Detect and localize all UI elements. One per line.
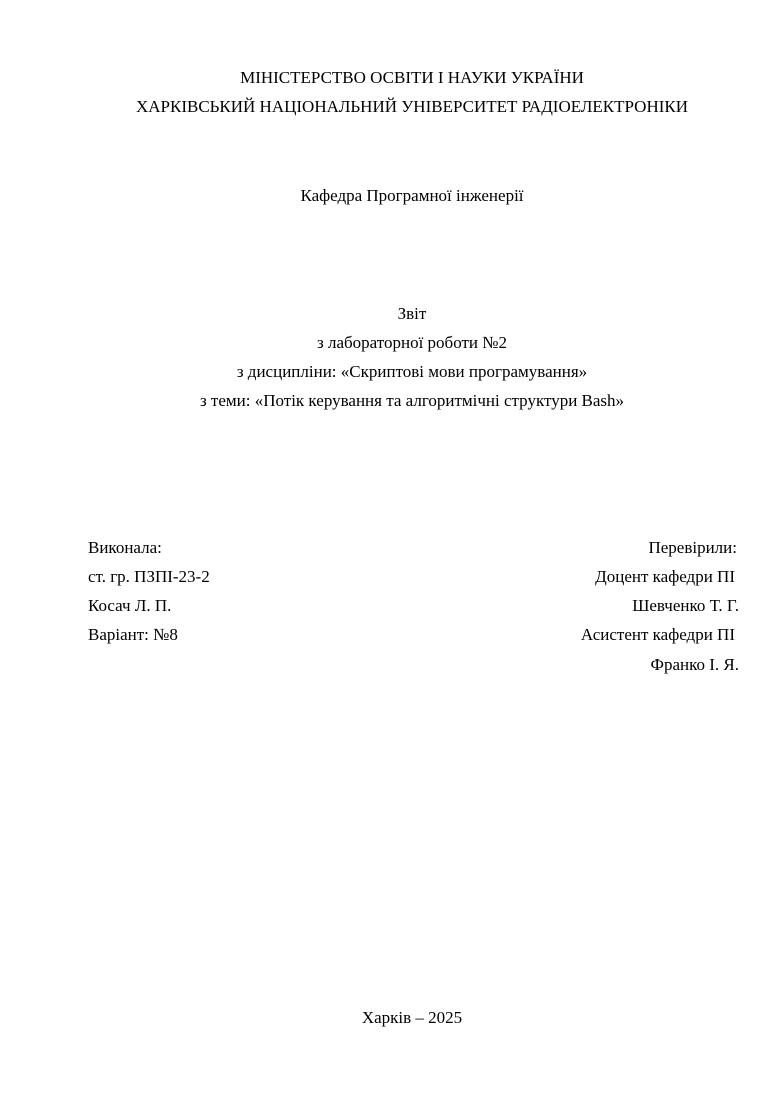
report-discipline: з дисципліни: «Скриптові мови програмування» bbox=[236, 362, 588, 381]
reviewer-2-role: Асистент кафедри ПІ bbox=[580, 625, 735, 644]
report-lab-number: з лабораторної роботи №2 bbox=[317, 333, 507, 352]
author-variant: Варіант: №8 bbox=[88, 625, 178, 644]
reviewer-2-name: Франко І. Я. bbox=[650, 655, 739, 674]
ministry-heading: МІНІСТЕРСТВО ОСВІТИ І НАУКИ УКРАЇНИ bbox=[240, 68, 584, 87]
author-name: Косач Л. П. bbox=[88, 596, 172, 615]
report-topic: з теми: «Потік керування та алгоритмічні структури Bash» bbox=[199, 391, 625, 410]
author-label: Виконала: bbox=[88, 538, 162, 557]
reviewers-label: Перевірили: bbox=[648, 538, 737, 557]
author-group: ст. гр. ПЗПІ-23-2 bbox=[88, 567, 210, 586]
report-title: Звіт bbox=[397, 304, 427, 323]
department-heading: Кафедра Програмної інженерії bbox=[300, 186, 524, 205]
university-heading: ХАРКІВСЬКИЙ НАЦІОНАЛЬНИЙ УНІВЕРСИТЕТ РАДІОЕЛЕКТРОНІКИ bbox=[135, 97, 689, 116]
city-year: Харків – 2025 bbox=[361, 1008, 463, 1027]
reviewer-1-name: Шевченко Т. Г. bbox=[632, 596, 739, 615]
reviewer-1-role: Доцент кафедри ПІ bbox=[595, 567, 735, 586]
